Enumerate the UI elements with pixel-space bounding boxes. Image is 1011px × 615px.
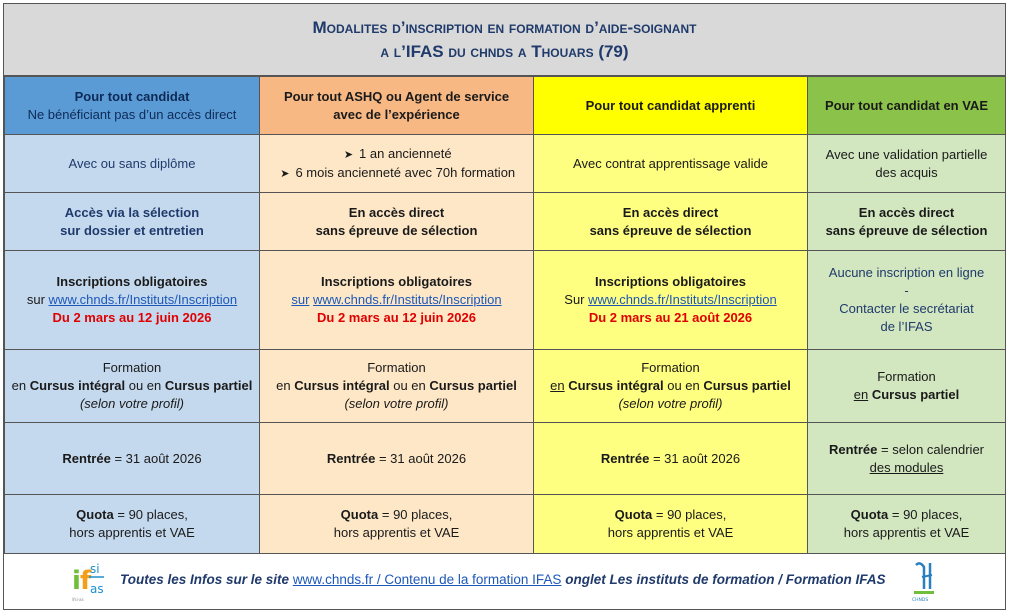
svg-text:i: i — [72, 566, 81, 596]
quota-cell: Quota = 90 places, hors apprentis et VAE — [808, 495, 1006, 554]
rentree-cell: Rentrée = 31 août 2026 — [534, 423, 808, 495]
svg-text:ifsi-as: ifsi-as — [72, 597, 84, 602]
registration-table — [4, 76, 1006, 554]
requirements-cell — [808, 135, 1006, 193]
svg-text:si: si — [90, 562, 100, 576]
rentree-cell: Rentrée = selon calendrier des modules — [808, 423, 1006, 495]
footer — [4, 553, 1005, 609]
registration-link[interactable]: www.chnds.fr/Instituts/Inscription — [313, 292, 502, 307]
rentree-cell: Rentrée = 31 août 2026 — [5, 423, 260, 495]
quota-row — [5, 495, 1006, 554]
requirements-text: Avec ou sans diplôme — [68, 155, 196, 171]
requirements-text: Avec une validation partielle — [825, 146, 988, 162]
title-line-1: Modalites d’inscription en formation d’aide-soignant — [312, 17, 697, 37]
requirements-cell — [260, 135, 534, 193]
requirements-cell — [5, 135, 260, 193]
registration-dates: Du 2 mars au 12 juin 2026 — [52, 310, 212, 325]
formation-row — [5, 350, 1006, 423]
svg-text:as: as — [90, 582, 104, 596]
requirements-item: ➤ 1 an ancienneté — [266, 145, 527, 164]
header-cell-apprenti — [534, 77, 808, 135]
header-cell-vae — [808, 77, 1006, 135]
requirements-text: Avec contrat apprentissage valide — [573, 155, 768, 171]
formation-cell: Formation en Cursus intégral ou en Cursus partiel (selon votre profil) — [5, 350, 260, 423]
quota-cell: Quota = 90 places, hors apprentis et VAE — [260, 495, 534, 554]
registration-cell: Inscriptions obligatoires sur www.chnds.fr/Instituts/Inscription Du 2 mars au 12 juin 2026 — [260, 251, 534, 350]
ifsi-logo-icon — [70, 559, 110, 605]
header-subtext: avec de l’expérience — [333, 106, 460, 122]
registration-row — [5, 251, 1006, 350]
svg-text:CHNDS: CHNDS — [912, 598, 929, 603]
access-cell: En accès direct sans épreuve de sélection — [260, 193, 534, 251]
registration-cell: Inscriptions obligatoires Sur www.chnds.fr/Instituts/Inscription Du 2 mars au 21 août 2026 — [534, 251, 808, 350]
requirements-cell — [534, 135, 808, 193]
header-cell-candidat — [5, 77, 260, 135]
registration-dates: Du 2 mars au 12 juin 2026 — [317, 310, 476, 325]
footer-text-post: onglet Les instituts de formation / Formation IFAS — [565, 572, 886, 587]
formation-cell: Formation en Cursus intégral ou en Cursus partiel (selon votre profil) — [260, 350, 534, 423]
title-line-2: a l’IFAS du chnds a Thouars (79) — [380, 41, 629, 61]
rentree-cell: Rentrée = 31 août 2026 — [260, 423, 534, 495]
registration-link[interactable]: www.chnds.fr/Instituts/Inscription — [48, 292, 238, 307]
registration-cell: Inscriptions obligatoires sur www.chnds.fr/Instituts/Inscription Du 2 mars au 12 juin 2026 — [5, 251, 260, 350]
quota-cell: Quota = 90 places, hors apprentis et VAE — [534, 495, 808, 554]
requirements-text: des acquis — [875, 164, 938, 180]
access-cell: Accès via la sélection sur dossier et entretien — [5, 193, 260, 251]
footer-info — [120, 572, 885, 587]
requirements-item: ➤ 6 mois ancienneté avec 70h formation — [266, 164, 527, 183]
arrow-bullet-icon: ➤ — [343, 148, 354, 161]
header-row — [5, 77, 1006, 135]
rentree-row — [5, 423, 1006, 495]
access-row — [5, 193, 1006, 251]
document-frame — [3, 3, 1006, 610]
access-cell: En accès direct sans épreuve de sélection — [808, 193, 1006, 251]
quota-cell: Quota = 90 places, hors apprentis et VAE — [5, 495, 260, 554]
header-text: Pour tout candidat apprenti — [585, 97, 756, 113]
svg-text:f: f — [80, 566, 92, 596]
header-text: Pour tout candidat en VAE — [825, 97, 988, 113]
header-text: Pour tout ASHQ ou Agent de service — [283, 88, 510, 104]
registration-link[interactable]: www.chnds.fr/Instituts/Inscription — [588, 292, 777, 307]
page-title — [4, 4, 1005, 76]
formation-cell: Formation en Cursus partiel — [808, 350, 1006, 423]
arrow-bullet-icon: ➤ — [280, 167, 290, 180]
header-cell-ashq — [260, 77, 534, 135]
formation-cell: Formation en Cursus intégral ou en Cursus partiel (selon votre profil) — [534, 350, 808, 423]
footer-text-pre: Toutes les Infos sur le site — [120, 572, 290, 587]
header-text: Pour tout candidat — [74, 88, 190, 104]
registration-dates: Du 2 mars au 21 août 2026 — [588, 310, 753, 325]
access-cell: En accès direct sans épreuve de sélection — [534, 193, 808, 251]
requirements-row — [5, 135, 1006, 193]
header-subtext: Ne bénéficiant pas d’un accès direct — [27, 106, 237, 122]
chnds-logo-icon — [908, 559, 940, 605]
footer-link[interactable]: www.chnds.fr / Contenu de la formation IFAS — [292, 572, 562, 587]
registration-cell: Aucune inscription en ligne - Contacter le secrétariat de l’IFAS — [808, 251, 1006, 350]
